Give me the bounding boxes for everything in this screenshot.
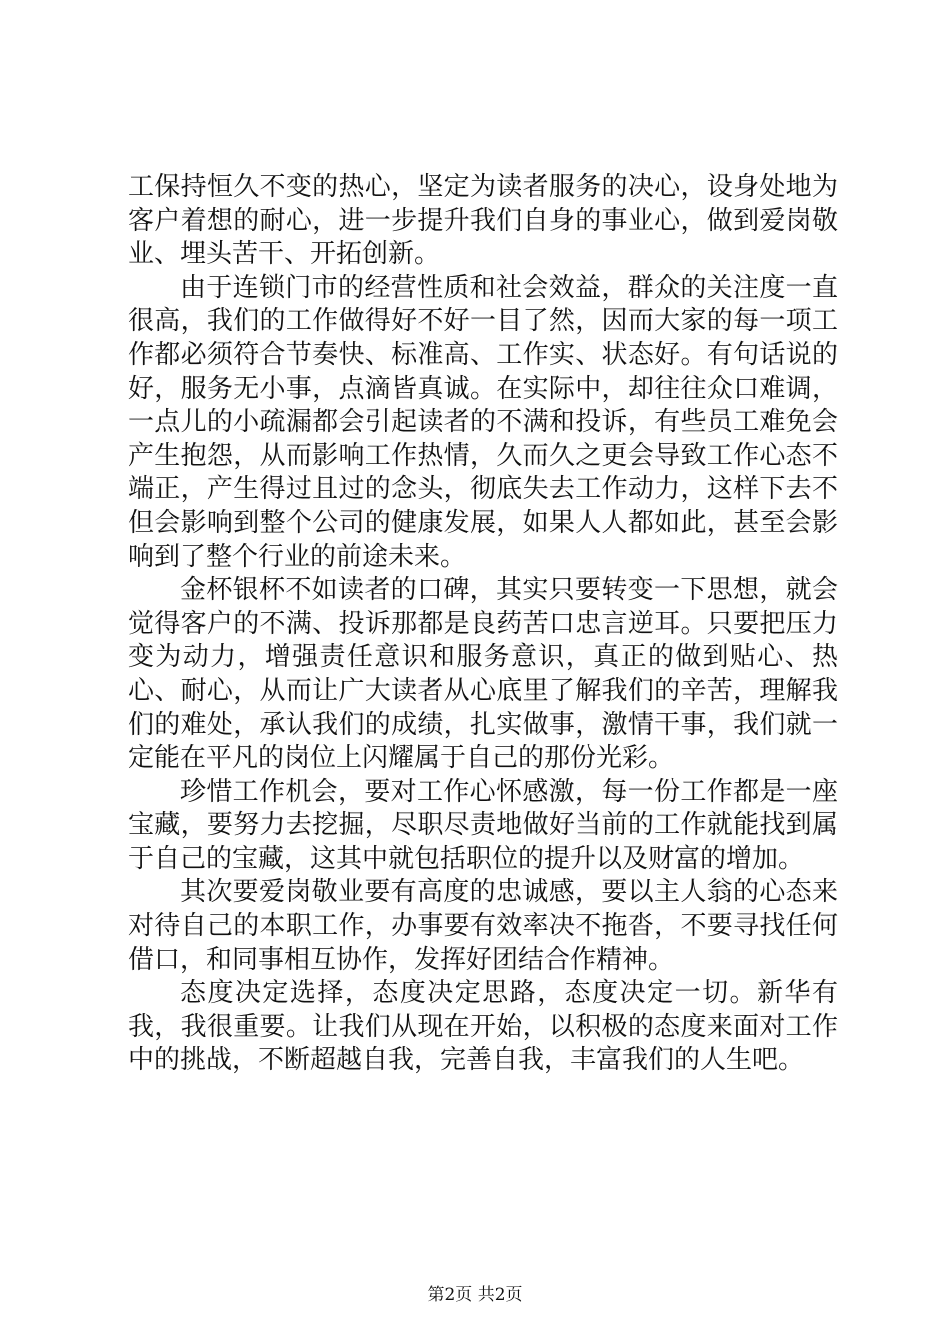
paragraph-5: 其次要爱岗敬业要有高度的忠诚感，要以主人翁的心态来对待自己的本职工作，办事要有效率决不拖沓，不要寻找任何借口，和同事相互协作，发挥好团结合作精神。 [128,877,838,975]
paragraph-4: 珍惜工作机会，要对工作心怀感激，每一份工作都是一座宝藏，要努力去挖掘，尽职尽责地做好当前的工作就能找到属于自己的宝藏，这其中就包括职位的提升以及财富的增加。 [128,776,838,874]
paragraph-1: 工保持恒久不变的热心，坚定为读者服务的决心，设身处地为客户着想的耐心，进一步提升我们自身的事业心，做到爱岗敬业、埋头苦干、开拓创新。 [128,172,838,270]
paragraph-3: 金杯银杯不如读者的口碑，其实只要转变一下思想，就会觉得客户的不满、投诉那都是良药苦口忠言逆耳。只要把压力变为动力，增强责任意识和服务意识，真正的做到贴心、热心、耐心，从而让广大读者从心底里了解我们的辛苦，理解我们的难处，承认我们的成绩，扎实做事，激情干事，我们就一定能在平凡的岗位上闪耀属于自己的那份光彩。 [128,575,838,774]
document-body [128,171,838,1078]
paragraph-6: 态度决定选择，态度决定思路，态度决定一切。新华有我，我很重要。让我们从现在开始，以积极的态度来面对工作中的挑战，不断超越自我，完善自我，丰富我们的人生吧。 [128,978,838,1076]
page-number-label: 第2页 共2页 [427,1285,523,1305]
paragraph-2: 由于连锁门市的经营性质和社会效益，群众的关注度一直很高，我们的工作做得好不好一目了然，因而大家的每一项工作都必须符合节奏快、标准高、工作实、状态好。有句话说的好，服务无小事，点滴皆真诚。在实际中，却往往众口难调，一点儿的小疏漏都会引起读者的不满和投诉，有些员工难免会产生抱怨，从而影响工作热情，久而久之更会导致工作心态不端正，产生得过且过的念头，彻底失去工作动力，这样下去不但会影响到整个公司的健康发展，如果人人都如此，甚至会影响到了整个行业的前途未来。 [128,272,838,572]
page-footer [0,1284,950,1306]
